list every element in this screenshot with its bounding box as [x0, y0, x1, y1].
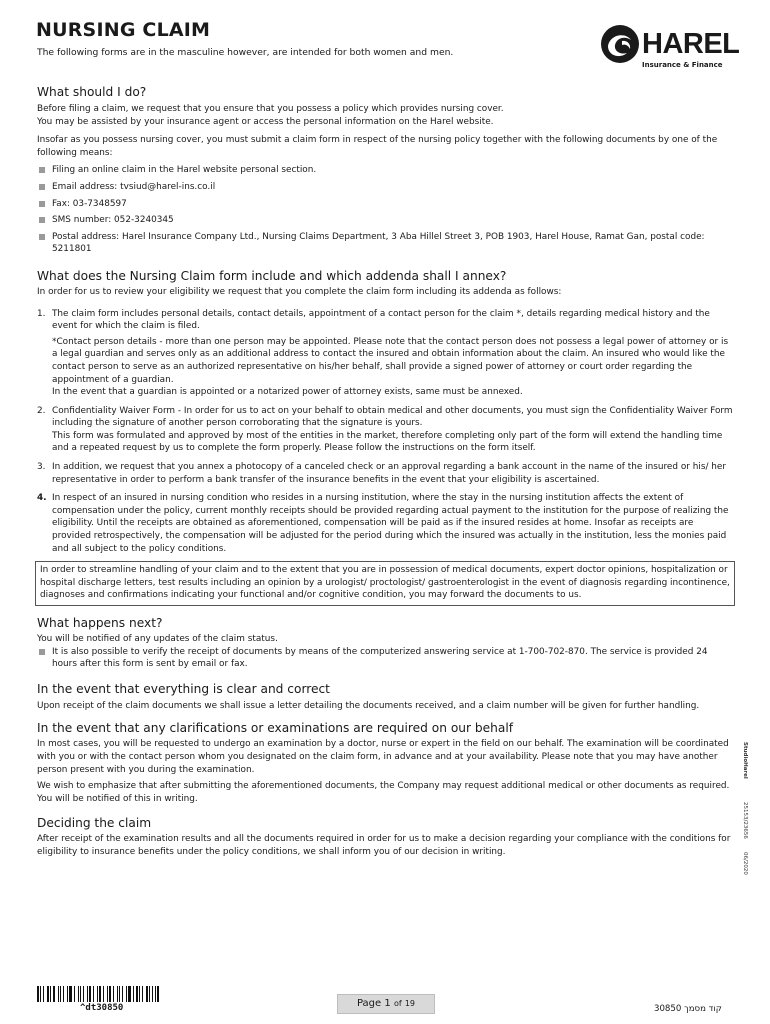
- barcode-bar: [63, 986, 65, 1002]
- barcode-bar: [146, 986, 148, 1002]
- square-bullet-icon: [39, 201, 45, 207]
- barcode-bar: [133, 986, 134, 1002]
- section-heading-what-to-do: What should I do?: [37, 85, 147, 99]
- numbered-item: 3. In addition, we request that you annex a photocopy of a canceled check or an approval regarding a bank account in the name of the insured or his/ her representative in order to perform a bank transfer of the insurance benefits in the event that your eligibility is ascertained.: [37, 462, 727, 485]
- barcode-bar: [40, 986, 41, 1002]
- paragraph: You will be notified of any updates of the claim status.: [37, 634, 278, 644]
- paragraph: Upon receipt of the claim documents we shall issue a letter detailing the documents received, and a claim number will be given for further handling.: [37, 700, 700, 711]
- logo-wordmark: HAREL: [642, 28, 740, 60]
- next-bullets: [37, 646, 733, 671]
- barcode-bar: [155, 986, 156, 1002]
- form-code: 30850 קוד מסמך: [654, 1004, 722, 1014]
- barcode-bar: [80, 986, 82, 1002]
- numbered-item: 4. In respect of an insured in nursing condition who resides in a nursing institution, where the stay in the nursing institution affects the extent of compensation under the policy, current monthly receipts should be provided regarding actual payment to the institution for the purpose of realizing the eligibility. Until the receipts are obtained as aforementioned, compensation will be paid as if the insured resides at home. Insofar as receipts are provided retrospectively, the compensation will be adjusted for the period during which the insured was actually in the institution, less the monies paid and all subject to the policy conditions.: [37, 493, 729, 554]
- barcode-bar: [58, 986, 59, 1002]
- barcode-bar: [69, 986, 72, 1002]
- barcode-bar: [152, 986, 153, 1002]
- main-content: [37, 84, 733, 859]
- barcode-bar: [128, 986, 131, 1002]
- list-item: Fax: 03-7348597: [37, 198, 733, 211]
- page-title: NURSING CLAIM: [36, 19, 211, 41]
- submission-means-list: [37, 164, 733, 256]
- barcode-bar: [109, 986, 111, 1002]
- barcode-bar: [136, 986, 138, 1002]
- barcode-bar: [74, 986, 75, 1002]
- section-heading-deciding: Deciding the claim: [37, 816, 152, 831]
- section-heading-clear: In the event that everything is clear and correct: [37, 681, 330, 696]
- barcode-bar: [107, 986, 108, 1002]
- square-bullet-icon: [39, 217, 45, 223]
- paragraph: In most cases, you will be requested to undergo an examination by a doctor, nurse or expert in the field on our behalf. The examination will be coordinated with you or with the contact person whom you designated on the claim form, in advance and at your availability. Please note that you may have another person present with you during the examination.: [37, 739, 729, 775]
- barcode-bar: [99, 986, 102, 1002]
- paragraph: After receipt of the examination results and all the documents required in order for us to make a decision regarding your compliance with the conditions for eligibility to insurance benefits under the policy conditions, we shall inform you of our decision in writing.: [37, 834, 731, 857]
- addenda-list: [37, 308, 733, 556]
- section-heading-clarifications: In the event that any clarifications or examinations are required on our behalf: [37, 721, 513, 736]
- barcode-bar: [78, 986, 79, 1002]
- paragraph: Before filing a claim, we request that you ensure that you possess a policy which provides nursing cover.: [37, 104, 504, 114]
- barcode-bar: [60, 986, 61, 1002]
- barcode-bar: [47, 986, 50, 1002]
- barcode: [37, 986, 161, 1002]
- numbered-item: 1. The claim form includes personal details, contact details, appointment of a contact person for the claim *, details regarding medical history and the event for which the claim is filed. *Contact person details - more than one person may be appointed. Please note that the contact person does not possess a legal power of attorney or is a legal guardian and serves only as an additional address to contact the insured and obtain information about the claim. An insured who would like the contact person to serve as an authorized representative on his/her behalf, shall provide a signed power of attorney or court order regarding the appointment of a guardian. In the event that a guardian is appointed or a notarized power of attorney exists, same must be annexed.: [37, 308, 729, 398]
- barcode-bar: [50, 986, 51, 1002]
- barcode-bar: [43, 986, 44, 1002]
- barcode-bar: [103, 986, 104, 1002]
- barcode-bar: [97, 986, 98, 1002]
- section-heading-form-include: What does the Nursing Claim form include and which addenda shall I annex?: [37, 268, 507, 283]
- barcode-bar: [122, 986, 123, 1002]
- numbered-item: 2. Confidentiality Waiver Form - In order for us to act on your behalf to obtain medical and other documents, you must sign the Confidentiality Waiver Form including the signature of another person corroborating that the signature is yours. This form was formulated and approved by most of the entities in the market, therefore completing only part of the form will extend the handling time and a repeated request by us to complete the form properly. Please follow the instructions on the form itself.: [37, 405, 733, 454]
- side-print-codes: StudioHarel 25153/23656 06/2020: [742, 742, 748, 875]
- paragraph: In order for us to review your eligibility we request that you complete the claim form including its addenda as follows:: [37, 286, 562, 297]
- list-item: Filing an online claim in the Harel website personal section.: [37, 164, 733, 177]
- barcode-bar: [117, 986, 119, 1002]
- square-bullet-icon: [39, 649, 45, 655]
- barcode-text: ^dt30850: [80, 1003, 124, 1013]
- barcode-bar: [83, 986, 84, 1002]
- harel-swirl-icon: [600, 24, 640, 64]
- logo-tagline: Insurance & Finance: [642, 61, 723, 69]
- list-item: Postal address: Harel Insurance Company Ltd., Nursing Claims Department, 3 Aba Hillel Street 3, POB 1903, Harel House, Ramat Gan, postal code: 5211801: [37, 231, 733, 256]
- page-subtitle: The following forms are in the masculine however, are intended for both women and men.: [37, 47, 454, 58]
- list-item: Email address: tvsiud@harel-ins.co.il: [37, 181, 733, 194]
- barcode-bar: [87, 986, 88, 1002]
- list-item: It is also possible to verify the receipt of documents by means of the computerized answering service at 1-700-702-870. The service is provided 24 hours after this form is sent by email or fax.: [37, 646, 733, 671]
- square-bullet-icon: [39, 184, 45, 190]
- barcode-bar: [37, 986, 39, 1002]
- section-heading-next: What happens next?: [37, 616, 163, 630]
- barcode-bar: [93, 986, 94, 1002]
- paragraph: Insofar as you possess nursing cover, you must submit a claim form in respect of the nursing policy together with the following documents by one of the following means:: [37, 135, 718, 158]
- barcode-bar: [157, 986, 159, 1002]
- barcode-bar: [119, 986, 120, 1002]
- barcode-bar: [67, 986, 68, 1002]
- list-item: SMS number: 052-3240345: [37, 214, 733, 227]
- barcode-bar: [113, 986, 114, 1002]
- paragraph: We wish to emphasize that after submitting the aforementioned documents, the Company may request additional medical or other documents as required. You will be notified of this in writing.: [37, 781, 730, 804]
- page-indicator: Page 1 of 19: [337, 994, 435, 1014]
- barcode-bar: [139, 986, 140, 1002]
- barcode-bar: [53, 986, 55, 1002]
- square-bullet-icon: [39, 167, 45, 173]
- barcode-bar: [142, 986, 143, 1002]
- harel-logo: [600, 22, 740, 74]
- square-bullet-icon: [39, 234, 45, 240]
- barcode-bar: [149, 986, 150, 1002]
- barcode-bar: [89, 986, 91, 1002]
- barcode-bar: [126, 986, 127, 1002]
- boxed-note: In order to streamline handling of your claim and to the extent that you are in possession of medical documents, expert doctor opinions, hospitalization or hospital discharge letters, test results including an opinion by a urologist/ proctologist/ gastroenterologist in the event of diagnosis regarding incontinence, diagnoses and confirmations indicating your functional and/or cognitive condition, you may forward the documents to us.: [35, 561, 735, 606]
- paragraph: You may be assisted by your insurance agent or access the personal information on the Harel website.: [37, 116, 494, 127]
